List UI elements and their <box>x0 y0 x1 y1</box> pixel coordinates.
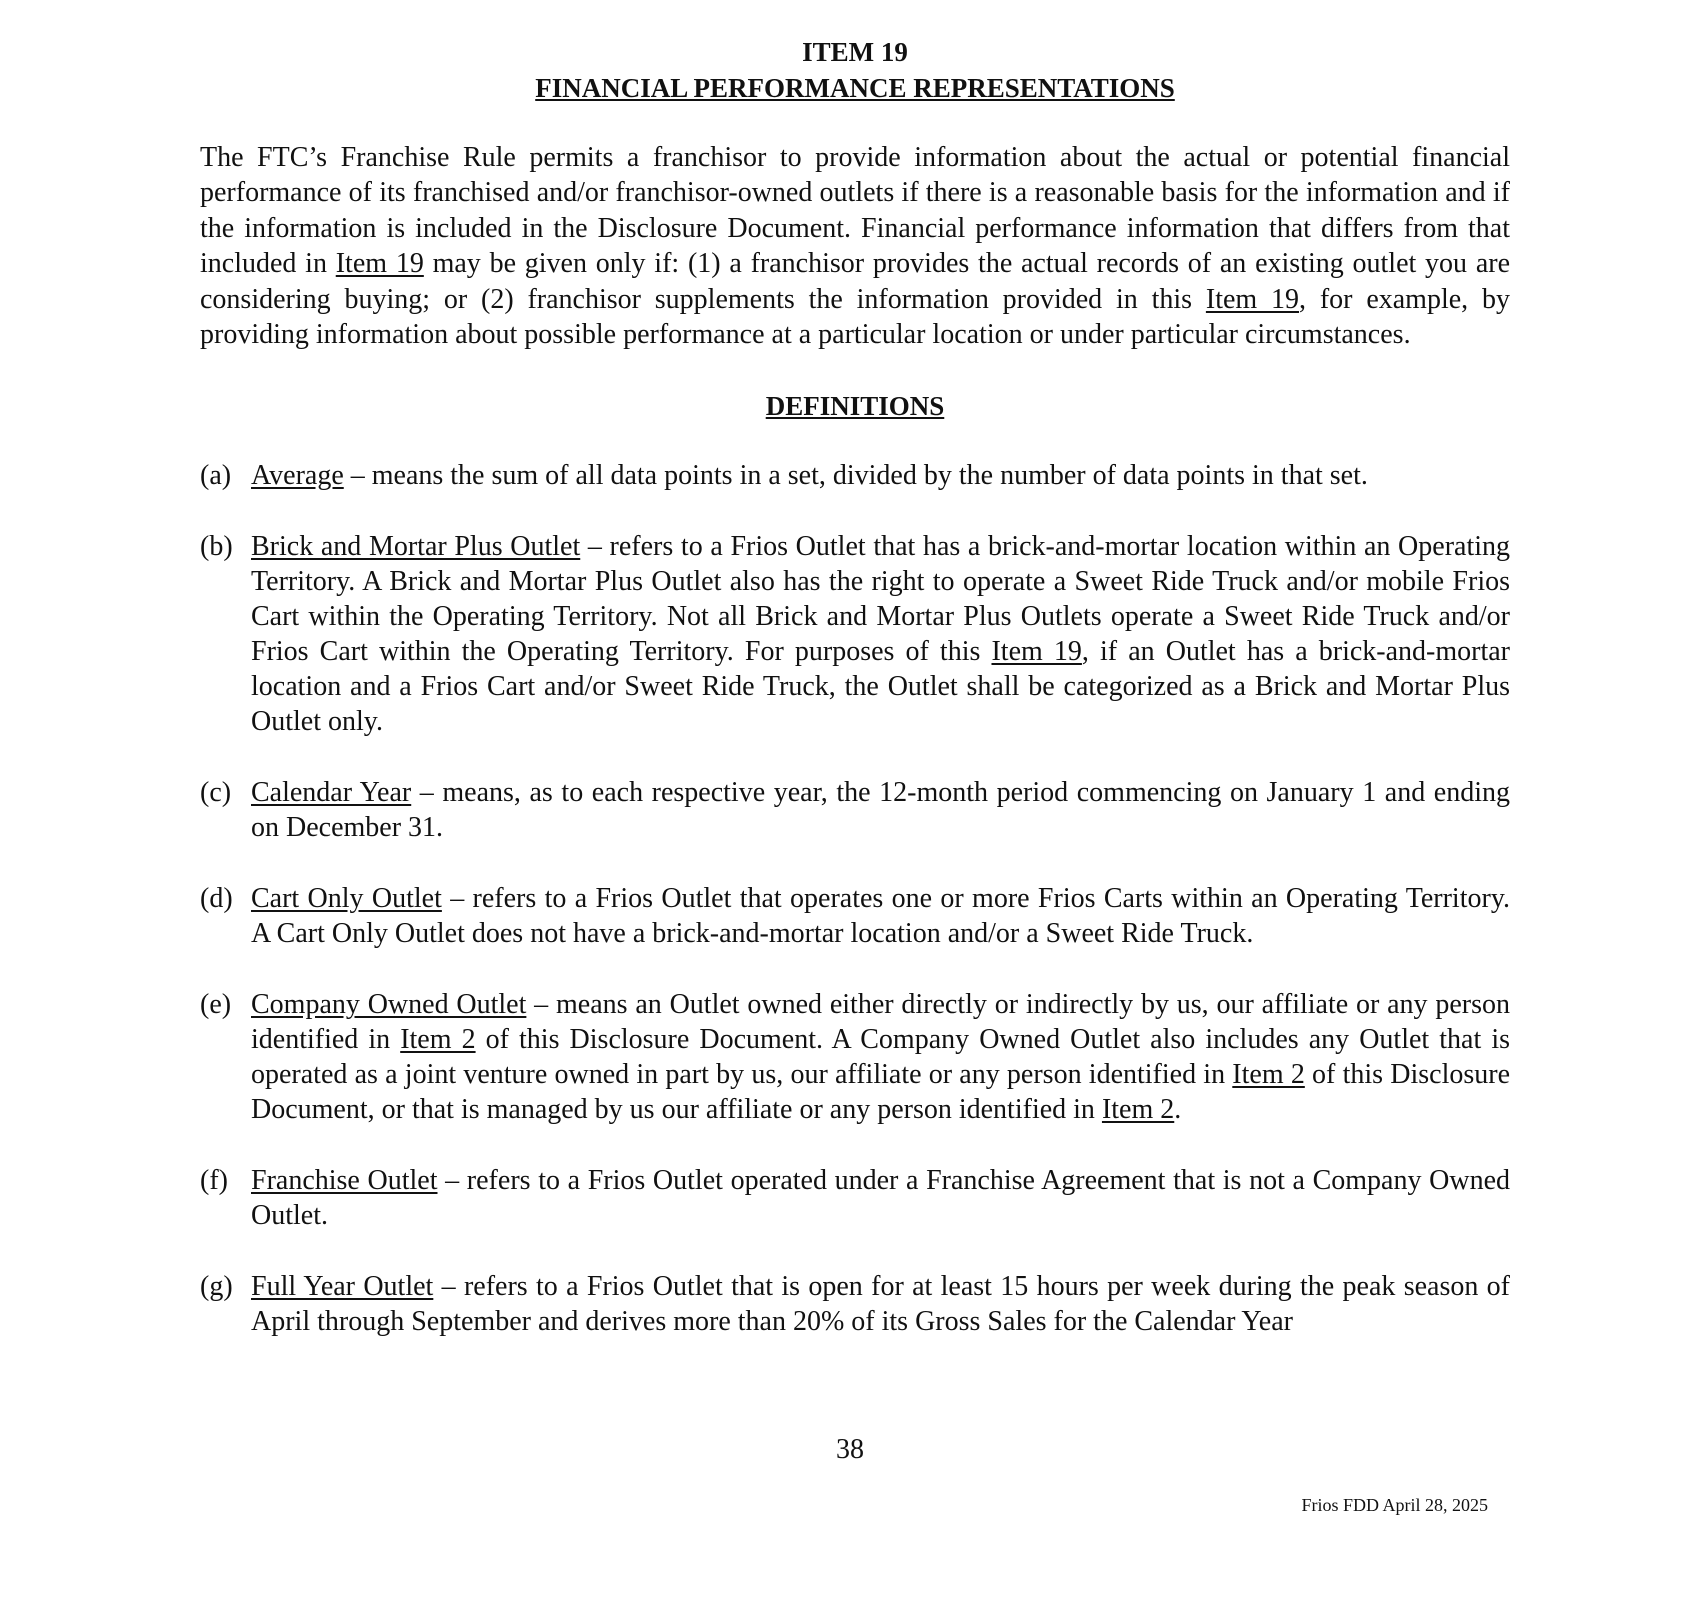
section-title: FINANCIAL PERFORMANCE REPRESENTATIONS <box>535 73 1175 103</box>
definition-body <box>251 775 1510 845</box>
item-2-reference: Item 2 <box>1101 1094 1175 1126</box>
definition-term: Cart Only Outlet <box>251 883 442 915</box>
definition-text: – means, as to each respective year, the 12-month period commencing on January 1 and ending on December 31. <box>251 777 1511 844</box>
item-2-reference: Item 2 <box>1232 1059 1305 1091</box>
page-number: 38 <box>836 1434 864 1465</box>
definition-text: – refers to a Frios Outlet that has a brick-and-mortar location within an Operating Territory. A Brick and Mortar Plus Outlet also has the right to operate a Sweet Ride Truck and/or mobile Frios Cart within the Operating Territory. Not all Brick and Mortar Plus Outlets operate a Sweet Ride Truck and/or Frios Cart within the Operating Territory. For purposes of this <box>251 531 1511 668</box>
item-heading: ITEM 19 <box>802 37 908 67</box>
definition-body <box>251 1269 1510 1339</box>
definition-term: Brick and Mortar Plus Outlet <box>251 531 581 563</box>
definition-brick-and-mortar-plus-outlet <box>200 529 1510 739</box>
definition-letter: (c) <box>200 777 232 809</box>
item-19-reference: Item 19 <box>335 248 424 280</box>
definition-term: Company Owned Outlet <box>251 989 527 1021</box>
definition-text: – refers to a Frios Outlet that is open for at least 15 hours per week during the peak season of April through September and derives more than 20% of its Gross Sales for the Calendar Year <box>251 1271 1510 1338</box>
definition-letter: (b) <box>200 531 233 563</box>
intro-paragraph <box>200 140 1510 352</box>
definition-term: Franchise Outlet <box>251 1165 438 1197</box>
definition-text: – refers to a Frios Outlet that operates one or more Frios Carts within an Operating Territory. A Cart Only Outlet does not have a brick-and-mortar location and/or a Sweet Ride Truck. <box>251 883 1510 950</box>
intro-text-1: The FTC’s Franchise Rule permits a franchisor to provide information about the actual or potential financial performance of its franchised and/or franchisor-owned outlets if there is a reasonable basis for the information and if the information is included in the Disclosure Document. Financial performance information that differs from that included in <box>200 142 1510 280</box>
definition-text: – means an Outlet owned either directly or indirectly by us, our affiliate or any person identified in <box>251 989 1510 1056</box>
definition-calendar-year <box>200 775 1510 845</box>
intro-text-2: may be given only if: (1) a franchisor provides the actual records of an existing outlet you are considering buying; or (2) franchisor supplements the information provided in this <box>200 248 1510 315</box>
definition-company-owned-outlet <box>200 987 1510 1127</box>
definition-term: Calendar Year <box>251 777 412 809</box>
intro-text-3: , for example, by providing information about possible performance at a particular location or under particular circumstances. <box>200 283 1510 351</box>
definitions-heading: DEFINITIONS <box>765 391 945 422</box>
definition-text: , if an Outlet has a brick-and-mortar location and a Frios Cart and/or Sweet Ride Truck, the Outlet shall be categorized as a Brick and Mortar Plus Outlet only. <box>251 636 1511 738</box>
definitions-list <box>200 458 1510 1339</box>
definition-body <box>251 529 1510 739</box>
item-19-reference: Item 19 <box>991 636 1082 668</box>
definition-body <box>251 881 1510 951</box>
definition-text: of this Disclosure Document. A Company Owned Outlet also includes any Outlet that is operated as a joint venture owned in part by us, our affiliate or any person identified in <box>251 1024 1510 1091</box>
definition-term: Full Year Outlet <box>251 1271 434 1303</box>
definition-letter: (e) <box>200 989 232 1021</box>
footer-text: Frios FDD April 28, 2025 <box>1301 1495 1488 1515</box>
definition-body <box>251 458 1510 493</box>
item-2-reference: Item 2 <box>400 1024 476 1056</box>
definition-cart-only-outlet <box>200 881 1510 951</box>
definition-term: Average <box>251 460 344 492</box>
definition-full-year-outlet <box>200 1269 1510 1339</box>
definition-text: of this Disclosure Document, or that is managed by us our affiliate or any person identified in <box>251 1059 1511 1126</box>
document-page <box>200 34 1510 1375</box>
definition-letter: (f) <box>200 1165 228 1197</box>
definition-body <box>251 1163 1510 1233</box>
definition-letter: (g) <box>200 1271 233 1303</box>
definition-body <box>251 987 1510 1127</box>
definition-franchise-outlet <box>200 1163 1510 1233</box>
definition-text: . <box>1174 1094 1182 1126</box>
definition-letter: (d) <box>200 883 233 915</box>
definition-text: – refers to a Frios Outlet operated under a Franchise Agreement that is not a Company Owned Outlet. <box>251 1165 1511 1232</box>
item-19-reference: Item 19 <box>1205 283 1300 315</box>
definition-average <box>200 458 1510 493</box>
definition-text: – means the sum of all data points in a set, divided by the number of data points in that set. <box>343 460 1368 492</box>
definition-letter: (a) <box>200 460 232 492</box>
